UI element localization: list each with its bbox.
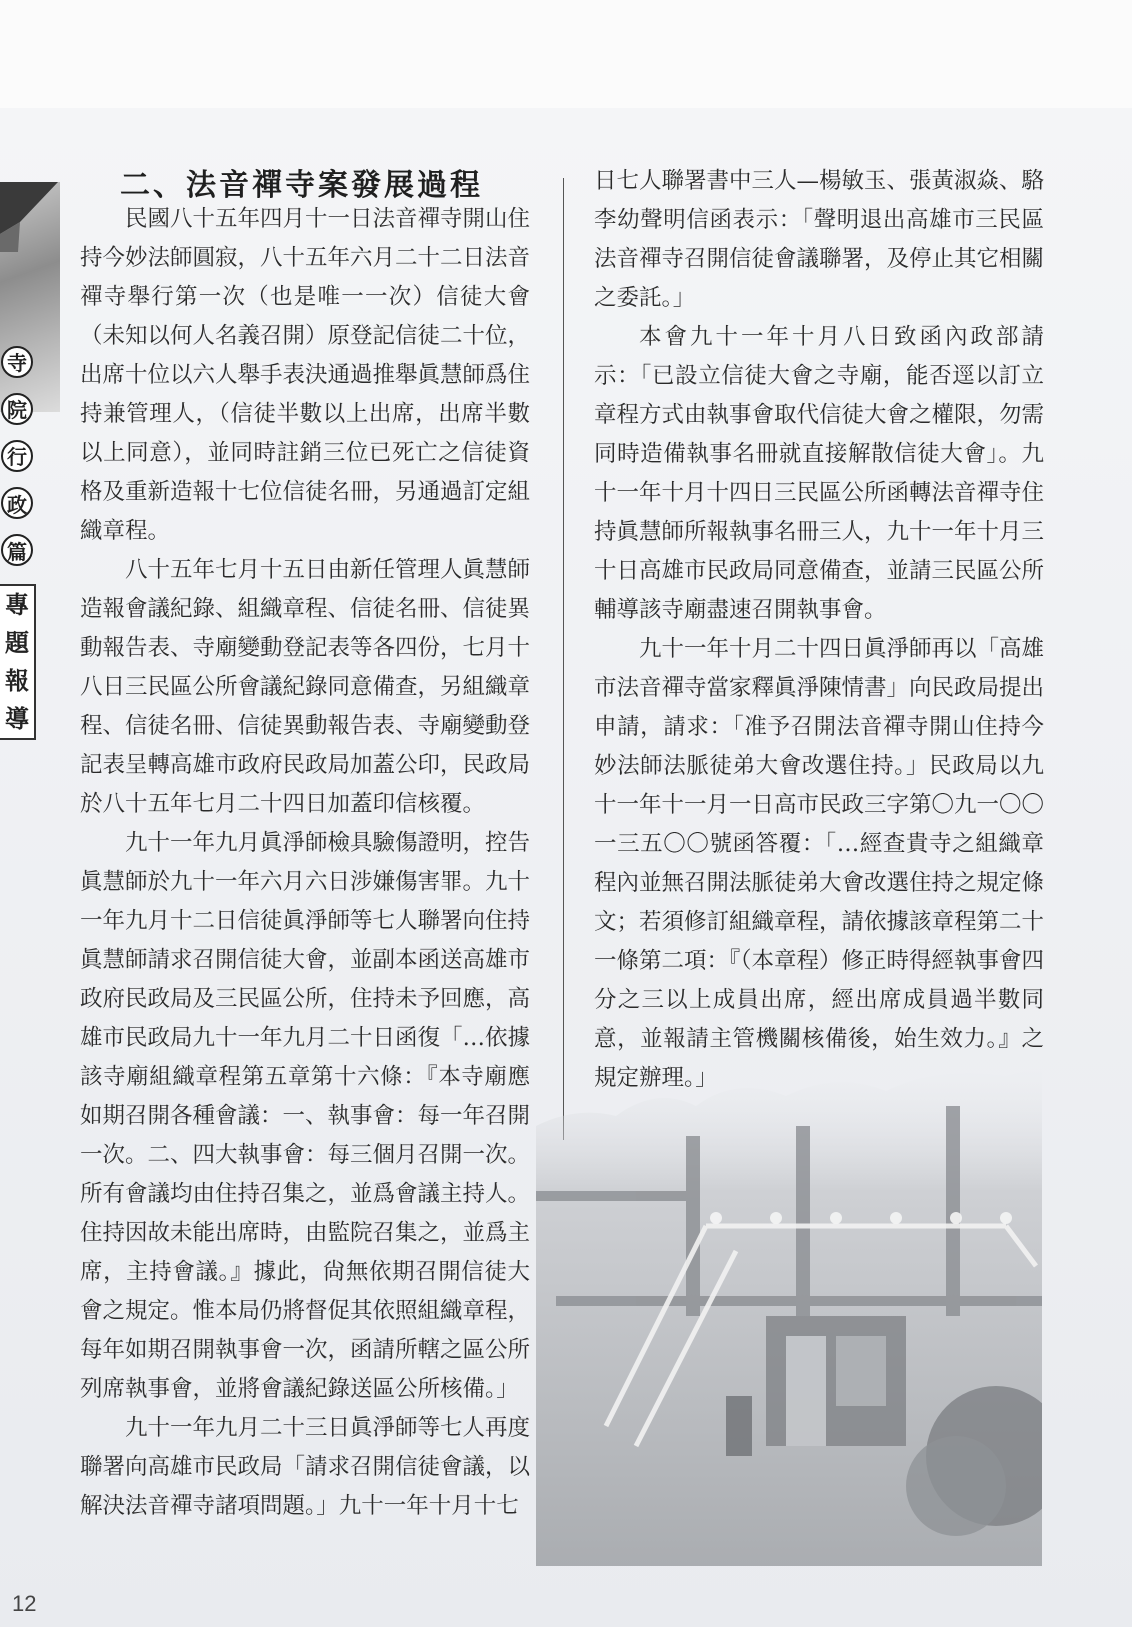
temple-photo (536, 1066, 1042, 1566)
column-char: 專 (5, 590, 29, 619)
section-char: 院 (1, 393, 33, 425)
paragraph: 本會九十一年十月八日致函內政部請示：「已設立信徒大會之寺廟，能否逕以訂立章程方式由執事會取代信徒大會之權限，勿需同時造備執事名冊就直接解散信徒大會」。九十一年十月十四日三民區公所函轉法音禪寺住持眞慧師所報執事名冊三人，九十一年十月三十日高雄市民政局同意備查，並請三民區公所輔導該寺廟盡速召開執事會。 (594, 324, 1045, 623)
column-char: 題 (5, 628, 29, 657)
paragraph: 九十一年九月眞淨師檢具驗傷證明，控告眞慧師於九十一年六月六日涉嫌傷害罪。九十一年九月十二日信徒眞淨師等七人聯署向住持眞慧師請求召開信徒大會，並副本函送高雄市政府民政局及三民區公所，住持未予回應，高雄市民政局九十一年九月二十日函復「…依據該寺廟組織章程第五章第十六條：『本寺廟應如期召開各種會議：一、執事會：每一年召開一次。二、四大執事會：每三個月召開一次。所有會議均由住持召集之，並爲會議主持人。住持因故未能出席時，由監院召集之，並爲主席，主持會議。』據此，尙無依期召開信徒大會之規定。惟本局仍將督促其依照組織章程，每年如期召開執事會一次，函請所轄之區公所列席執事會，並將會議紀錄送區公所核備。」 (80, 830, 531, 1402)
page-number: 12 (12, 1591, 37, 1616)
paragraph: 九十一年九月二十三日眞淨師等七人再度聯署向高雄市民政局「請求召開信徒會議，以解決法音禪寺諸項問題。」九十一年十月十七 (80, 1415, 531, 1519)
left-column (80, 200, 530, 1526)
column-char: 導 (5, 704, 29, 733)
column-tab (0, 584, 36, 740)
paragraph: 民國八十五年四月十一日法音禪寺開山住持今妙法師圓寂，八十五年六月二十二日法音禪寺舉行第一次（也是唯一一次）信徒大會（未知以何人名義召開）原登記信徒二十位，出席十位以六人舉手表決通過推舉眞慧師爲住持兼管理人，（信徒半數以上出席，出席半數以上同意），並同時註銷三位已死亡之信徒資格及重新造報十七位信徒名冊，另通過訂定組織章程。 (80, 206, 531, 544)
column-divider (563, 178, 564, 1140)
paragraph: 九十一年十月二十四日眞淨師再以「高雄市法音禪寺當家釋眞淨陳情書」向民政局提出申請，請求：「准予召開法音禪寺開山住持今妙法師法脈徒弟大會改選住持。」民政局以九十一年十一月一日高市民政三字第〇九一〇〇一三五〇〇號函答覆：「…經查貴寺之組織章程內並無召開法脈徒弟大會改選住持之規定條文；若須修訂組織章程，請依據該章程第二十一條第二項：『（本章程）修正時得經執事會四分之三以上成員出席，經出席成員過半數同意，並報請主管機關核備後，始生效力。』之規定辦理。」 (594, 636, 1045, 1091)
paragraph: 日七人聯署書中三人—楊敏玉、張黃淑焱、駱李幼聲明信函表示：「聲明退出高雄市三民區法音禪寺召開信徒會議聯署，及停止其它相關之委託。」 (594, 168, 1045, 311)
section-char: 行 (1, 440, 33, 472)
scan-top-margin (0, 0, 1132, 108)
section-char: 政 (1, 487, 33, 519)
section-heading: 二、法音禪寺案發展過程 (120, 168, 483, 203)
side-roof-graphic (0, 182, 58, 252)
section-char: 篇 (1, 534, 33, 566)
paragraph: 八十五年七月十五日由新任管理人眞慧師造報會議紀錄、組織章程、信徒名冊、信徒異動報告表、寺廟變動登記表等各四份，七月十八日三民區公所會議紀錄同意備查，另組織章程、信徒名冊、信徒異動報告表、寺廟變動登記表呈轉高雄市政府民政局加蓋公印，民政局於八十五年七月二十四日加蓋印信核覆。 (80, 557, 531, 817)
column-char: 報 (5, 666, 29, 695)
right-column (594, 162, 1044, 1098)
section-tab (0, 338, 34, 574)
section-char: 寺 (1, 346, 33, 378)
